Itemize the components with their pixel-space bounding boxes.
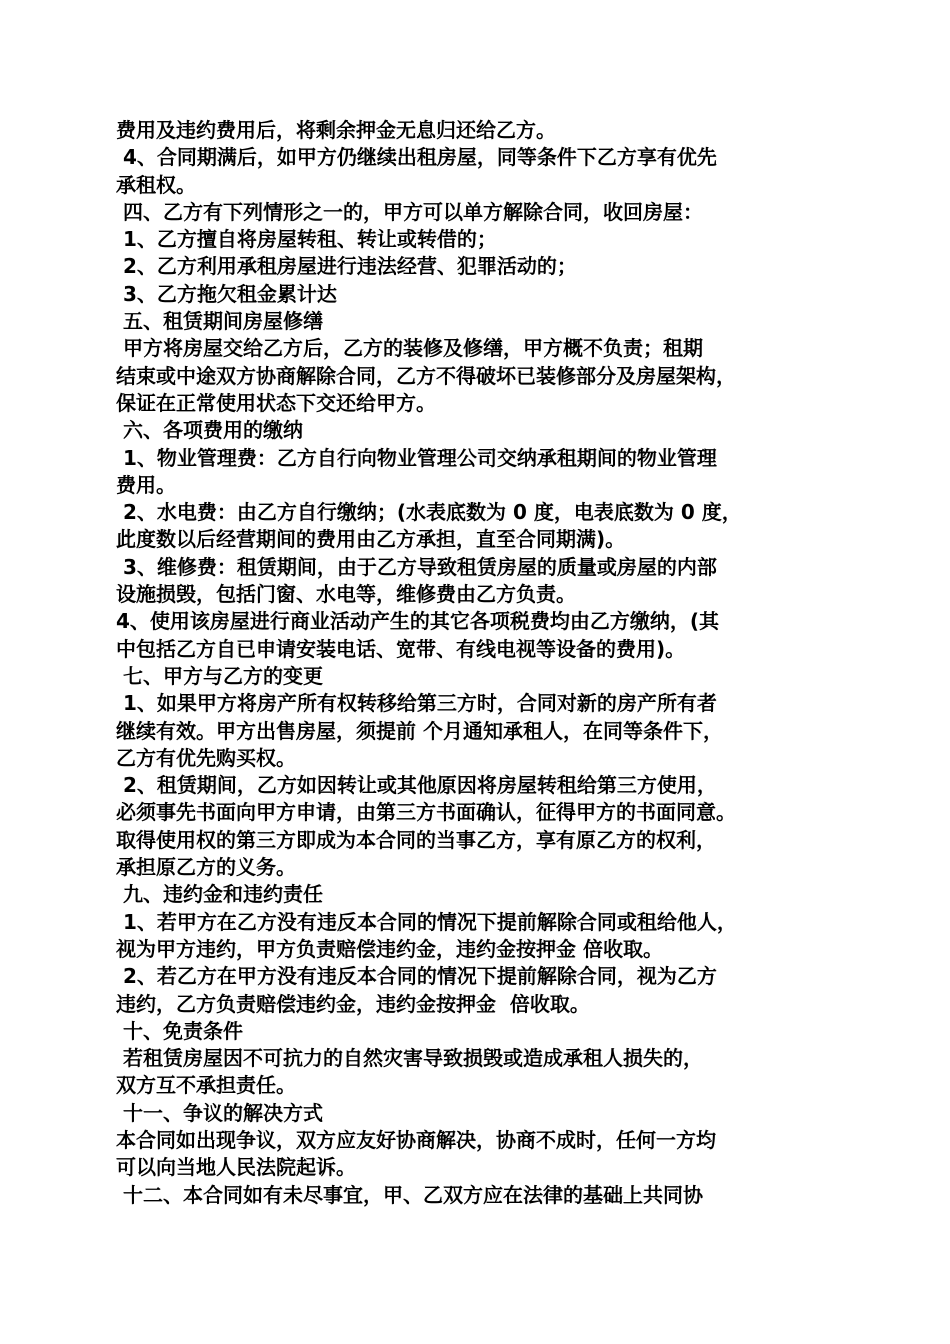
text-line: 4、使用该房屋进行商业活动产生的其它各项税费均由乙方缴纳，(其 [116,609,720,634]
text-line: 2、若乙方在甲方没有违反本合同的情况下提前解除合同，视为乙方 [116,964,717,989]
text-line: 违约，乙方负责赔偿违约金，违约金按押金 倍收取。 [116,991,590,1016]
section-heading: 六、各项费用的缴纳 [116,418,303,443]
text-line: 1、如果甲方将房产所有权转移给第三方时，合同对新的房产所有者 [116,691,717,716]
text-line: 1、若甲方在乙方没有违反本合同的情况下提前解除合同或租给他人， [116,909,737,934]
text-line: 中包括乙方自已申请安装电话、宽带、有线电视等设备的费用)。 [116,636,686,661]
text-line: 2、水电费：由乙方自行缴纳；(水表底数为 0 度，电表底数为 0 度， [116,500,742,525]
text-line: 双方互不承担责任。 [116,1073,296,1098]
text-line: 设施损毁，包括门窗、水电等，维修费由乙方负责。 [116,582,576,607]
text-line: 此度数以后经营期间的费用由乙方承担，直至合同期满)。 [116,527,626,552]
section-heading: 九、违约金和违约责任 [116,882,323,907]
text-line: 继续有效。甲方出售房屋，须提前 个月通知承租人，在同等条件下， [116,718,723,743]
text-line: 2、乙方利用承租房屋进行违法经营、犯罪活动的； [116,254,577,279]
text-line: 承租权。 [116,172,196,197]
text-line: 3、维修费：租赁期间，由于乙方导致租赁房屋的质量或房屋的内部 [116,554,717,579]
text-line: 结束或中途双方协商解除合同，乙方不得破坏已装修部分及房屋架构， [116,363,736,388]
contract-text-body [116,117,846,1209]
section-heading: 五、租赁期间房屋修缮 [116,309,323,334]
text-line: 3、乙方拖欠租金累计达 [116,281,337,306]
text-line: 1、物业管理费：乙方自行向物业管理公司交纳承租期间的物业管理 [116,445,717,470]
section-heading: 七、甲方与乙方的变更 [116,663,323,688]
text-line: 4、合同期满后，如甲方仍继续出租房屋，同等条件下乙方享有优先 [116,145,717,170]
text-line: 1、乙方擅自将房屋转租、转让或转借的； [116,227,497,252]
text-line: 费用及违约费用后，将剩余押金无息归还给乙方。 [116,118,556,142]
text-line: 保证在正常使用状态下交还给甲方。 [116,390,436,415]
text-line: 费用。 [116,472,176,497]
text-line: 甲方将房屋交给乙方后，乙方的装修及修缮，甲方概不负责；租期 [116,336,703,361]
section-heading: 十一、争议的解决方式 [116,1100,323,1125]
section-heading: 四、乙方有下列情形之一的，甲方可以单方解除合同，收回房屋： [116,199,703,224]
text-line: 承担原乙方的义务。 [116,855,296,880]
text-line: 必须事先书面向甲方申请，由第三方书面确认，征得甲方的书面同意。 [116,800,736,825]
text-line: 乙方有优先购买权。 [116,745,296,770]
section-heading: 十二、本合同如有未尽事宜，甲、乙双方应在法律的基础上共同协 [116,1182,703,1207]
text-line: 2、租赁期间，乙方如因转让或其他原因将房屋转租给第三方使用， [116,773,717,798]
text-line: 可以向当地人民法院起诉。 [116,1155,356,1180]
text-line: 本合同如出现争议，双方应友好协商解决，协商不成时，任何一方均 [116,1127,716,1152]
text-line: 取得使用权的第三方即成为本合同的当事乙方，享有原乙方的权利， [116,827,716,852]
section-heading: 十、免责条件 [116,1018,243,1043]
text-line: 若租赁房屋因不可抗力的自然灾害导致损毁或造成承租人损失的， [116,1046,703,1071]
text-line: 视为甲方违约，甲方负责赔偿违约金，违约金按押金 倍收取。 [116,936,663,961]
